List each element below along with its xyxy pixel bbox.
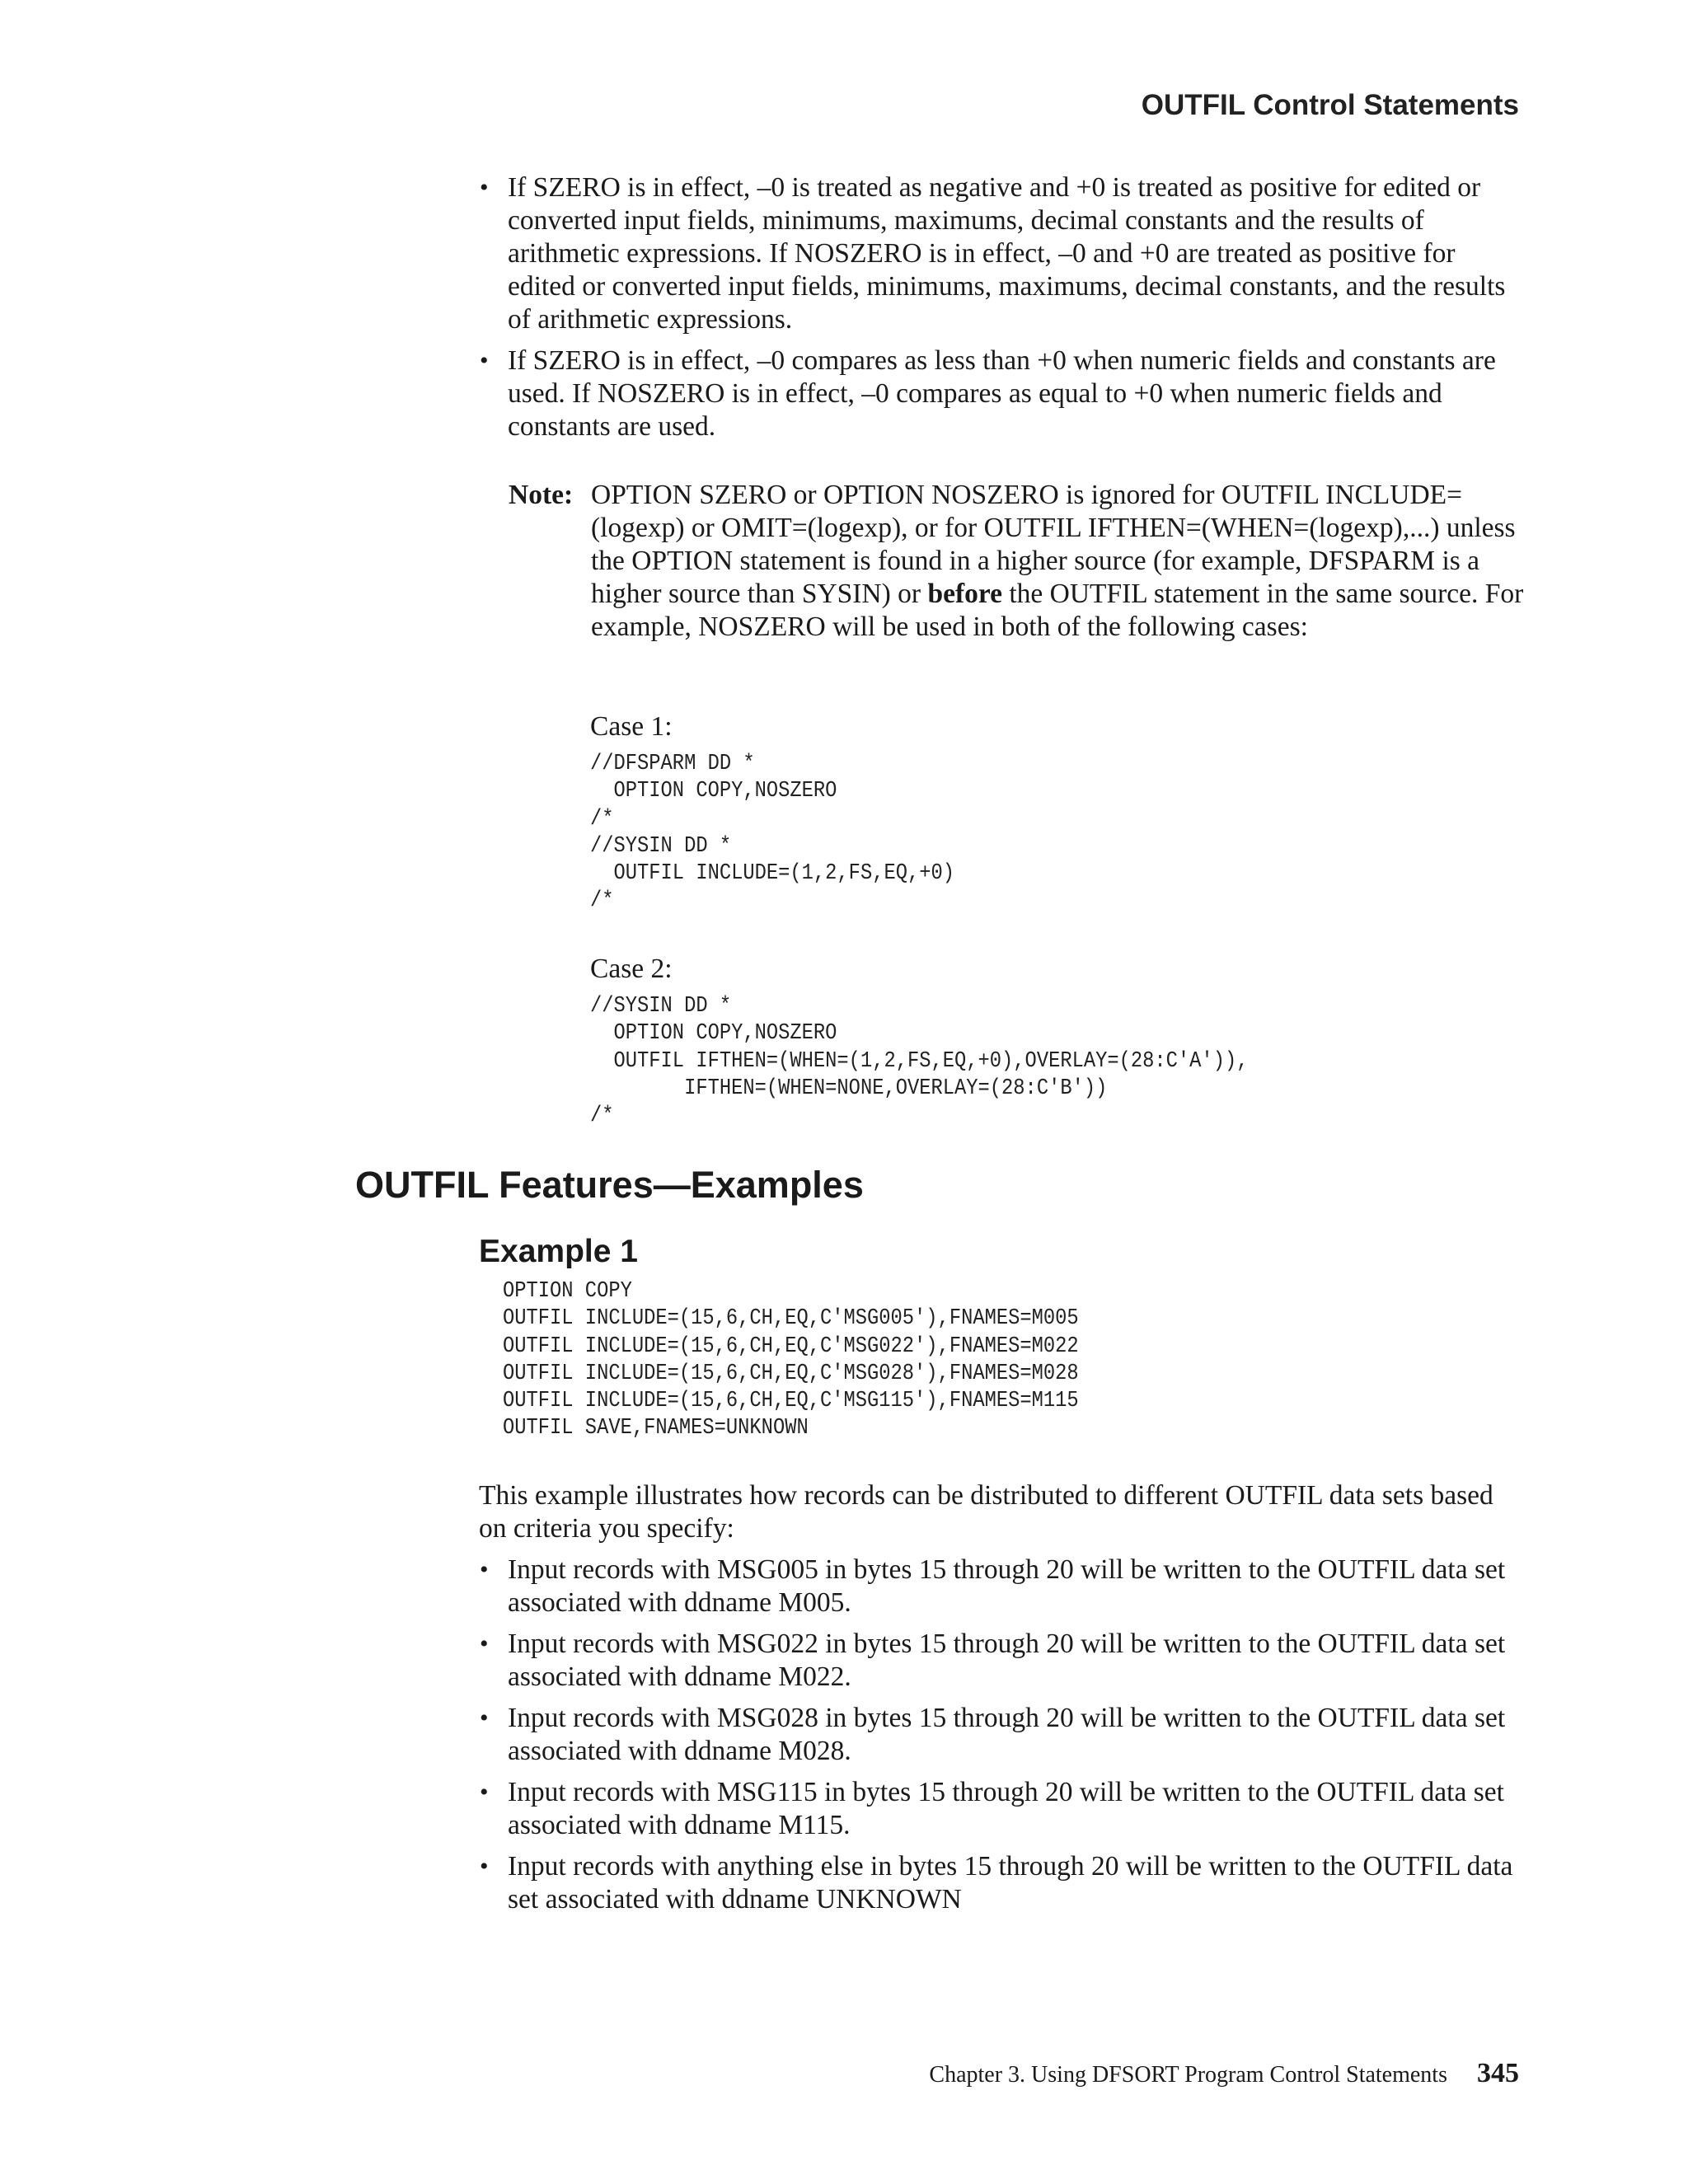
code-line: OUTFIL INCLUDE=(15,6,CH,EQ,C'MSG115'),FNAMES=M115 — [503, 1389, 1079, 1414]
bullet-icon: • — [480, 1853, 489, 1880]
code-line: OUTFIL INCLUDE=(1,2,FS,EQ,+0) — [590, 861, 955, 887]
code-line: OUTFIL INCLUDE=(15,6,CH,EQ,C'MSG028'),FNAMES=M028 — [503, 1361, 1079, 1386]
bullet-text: If SZERO is in effect, –0 compares as less than +0 when numeric fields and constants are used. If NOSZERO is in effect, –0 compares as equal to +0 when numeric fields and constants are used. — [508, 345, 1496, 442]
list-item — [476, 171, 1523, 336]
case-2-code-block — [590, 993, 1248, 1130]
code-line: //SYSIN DD * — [590, 994, 732, 1019]
list-item — [476, 1702, 1523, 1768]
code-line: /* — [590, 888, 614, 914]
example-1-heading: Example 1 — [479, 1234, 638, 1269]
case-2-label: Case 2: — [590, 954, 673, 984]
bullet-icon: • — [480, 1556, 489, 1583]
code-line: OUTFIL IFTHEN=(WHEN=(1,2,FS,EQ,+0),OVERLAY=(28:C'A')), — [590, 1048, 1249, 1074]
code-line: /* — [590, 1104, 614, 1129]
bullet-icon: • — [480, 174, 489, 201]
note-emphasis: before — [927, 579, 1002, 609]
code-line: //SYSIN DD * — [590, 833, 732, 859]
bullet-text: Input records with MSG115 in bytes 15 through 20 will be written to the OUTFIL data set associated with ddname M115. — [508, 1777, 1504, 1840]
code-line: /* — [590, 806, 614, 832]
example-1-description: This example illustrates how records can be distributed to different OUTFIL data sets based on criteria you specify: — [479, 1480, 1493, 1544]
bullet-text: Input records with MSG028 in bytes 15 through 20 will be written to the OUTFIL data set associated with ddname M028. — [508, 1703, 1506, 1766]
case-1-code-block — [590, 751, 954, 916]
szero-bullet-list — [476, 171, 1523, 452]
section-heading: OUTFIL Features—Examples — [355, 1164, 864, 1206]
footer-chapter-title: Chapter 3. Using DFSORT Program Control Statements — [929, 2062, 1447, 2088]
case-1-label: Case 1: — [590, 711, 673, 742]
example-1-bullet-list — [476, 1554, 1523, 1924]
example-1-code-block — [503, 1278, 1079, 1443]
list-item — [476, 1776, 1523, 1842]
bullet-text: Input records with anything else in bytes 15 through 20 will be written to the OUTFIL data set associated with ddname UNKNOWN — [508, 1851, 1513, 1915]
code-line: OUTFIL INCLUDE=(15,6,CH,EQ,C'MSG022'),FNAMES=M022 — [503, 1333, 1079, 1359]
bullet-text: Input records with MSG022 in bytes 15 through 20 will be written to the OUTFIL data set associated with ddname M022. — [508, 1629, 1506, 1692]
list-item — [476, 1850, 1523, 1916]
note-text-part1: OPTION SZERO or OPTION NOSZERO is ignored for OUTFIL INCLUDE=(logexp) or OMIT=(logexp), or for OUTFIL IFTHEN=(WHEN=(logexp),...) unless the OPTION statement is found in a higher source (for example, DFSPARM is a higher source than SYSIN) or — [591, 480, 1516, 609]
code-line: //DFSPARM DD * — [590, 752, 755, 776]
bullet-icon: • — [480, 347, 489, 374]
list-item — [476, 344, 1523, 443]
code-line: IFTHEN=(WHEN=NONE,OVERLAY=(28:C'B')) — [590, 1076, 1108, 1101]
list-item — [476, 1628, 1523, 1694]
page-footer — [929, 2058, 1519, 2089]
bullet-icon: • — [480, 1630, 489, 1657]
bullet-icon: • — [480, 1704, 489, 1732]
code-line: OUTFIL INCLUDE=(15,6,CH,EQ,C'MSG005'),FNAMES=M005 — [503, 1306, 1079, 1332]
note-label: Note: — [509, 480, 574, 510]
bullet-text: If SZERO is in effect, –0 is treated as negative and +0 is treated as positive for edited or converted input fields, minimums, maximums, decimal constants and the results of arithmetic expressions. If NOSZERO is in effect, –0 and +0 are treated as positive for edited or converted input fields, minimums, maximums, decimal constants, and the results of arithmetic expressions. — [508, 172, 1506, 335]
page-number: 345 — [1477, 2058, 1519, 2088]
note-text-part2: the OUTFIL statement in the same source. For example, NOSZERO will be used in both of the following cases: — [591, 579, 1524, 642]
note-text — [591, 479, 1531, 644]
code-line: OPTION COPY,NOSZERO — [590, 1021, 837, 1047]
code-line: OPTION COPY,NOSZERO — [590, 779, 837, 804]
bullet-text: Input records with MSG005 in bytes 15 through 20 will be written to the OUTFIL data set associated with ddname M005. — [508, 1554, 1506, 1618]
code-line: OUTFIL SAVE,FNAMES=UNKNOWN — [503, 1416, 809, 1441]
code-line: OPTION COPY — [503, 1279, 632, 1304]
running-header-title: OUTFIL Control Statements — [1141, 89, 1519, 121]
bullet-icon: • — [480, 1779, 489, 1806]
note-block — [509, 479, 1531, 644]
list-item — [476, 1554, 1523, 1619]
